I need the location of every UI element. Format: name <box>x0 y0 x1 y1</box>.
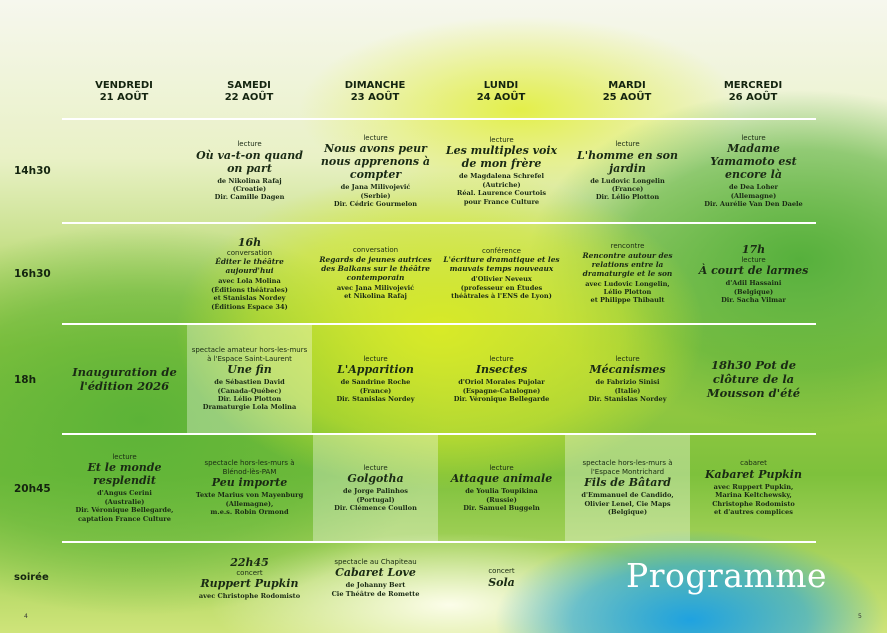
event-title: Et le monde resplendit <box>87 461 162 488</box>
event-title: Nous avons peur nous apprenons à compter <box>320 142 431 182</box>
event-credit: Dir. Véronique Bellegarde, <box>75 506 174 515</box>
event-cell <box>691 435 816 541</box>
event-cell <box>313 543 438 613</box>
event-category: spectacle hors-les-murs à Blénod-lès-PAM <box>204 459 295 476</box>
event-category: lecture <box>363 354 388 363</box>
event-credit: (Éditions théâtrales) <box>211 285 288 294</box>
event-title: Attaque animale <box>450 472 553 486</box>
event-credit: Dir. Lélio Plotton <box>217 395 282 403</box>
event-credit: Cie Théâtre de Romette <box>331 589 420 598</box>
event-credit: avec Ludovic Longelin, <box>585 279 670 288</box>
event-category: cabaret <box>740 459 767 468</box>
event-category: concert <box>236 568 263 577</box>
event-subject: Regards de jeunes autrices des Balkans sur le théâtre contemporain <box>319 254 432 282</box>
event-credit: et Nikolina Rafaj <box>344 292 407 301</box>
event-cell <box>691 120 816 222</box>
day-date: 22 AOÛT <box>224 92 274 103</box>
event-credit: Dir. Véronique Bellegarde <box>453 394 550 403</box>
event-credit: (Croatie) <box>232 185 267 194</box>
event-credit: Dramaturgie Lola Molina <box>202 403 297 412</box>
day-date: 26 AOÛT <box>728 92 778 103</box>
event-credit: de Jorge Palinhos <box>343 487 408 496</box>
event-category: spectacle au Chapiteau <box>334 557 417 566</box>
event-highlight: 18h30 Pot de clôture de la Mousson d'été <box>706 358 801 400</box>
event-credit: Texte Marius von Mayenburg <box>195 491 304 500</box>
event-credit: d'Olivier Neveux <box>471 275 532 284</box>
event-cell <box>439 224 564 323</box>
event-credit: et d'autres complices <box>714 508 793 517</box>
event-credit: (France) <box>359 386 392 395</box>
time-label: 14h30 <box>14 165 51 177</box>
event-credit: de Dea Loher <box>728 183 779 192</box>
event-title: Fils de Bâtard <box>584 476 671 490</box>
event-title: Ruppert Pupkin <box>200 577 299 591</box>
time-label: soirée <box>14 572 49 583</box>
event-title: Une fin <box>227 363 272 377</box>
event-subject: Rencontre autour des relations entre la dramaturgie et le son <box>582 250 673 278</box>
event-category: conversation <box>226 248 273 257</box>
event-cell <box>439 325 564 433</box>
event-title: Mécanismes <box>589 363 666 377</box>
event-subject: Éditer le théâtre aujourd'hui <box>215 257 284 276</box>
programme-title: Programme <box>626 556 828 595</box>
event-hour: 17h <box>741 242 766 256</box>
event-subject: L'écriture dramatique et les mauvais temps nouveaux <box>443 255 560 274</box>
event-credit: avec Jana Milivojević <box>336 283 415 292</box>
event-cell <box>565 325 690 433</box>
event-category: spectacle amateur hors-les-murs à l'Espace Saint-Laurent <box>191 346 308 363</box>
page-number-right: 5 <box>858 613 862 620</box>
event-credit: (Allemagne), <box>225 499 274 508</box>
event-cell <box>187 543 312 613</box>
time-label: 20h45 <box>14 483 51 495</box>
event-credit: (Canada-Québec) <box>217 386 282 395</box>
event-cell <box>187 224 312 323</box>
event-highlight: Inauguration de l'édition 2026 <box>72 365 177 393</box>
event-category: lecture <box>489 354 514 363</box>
event-credit: Dir. Clémence Coullon <box>334 503 417 512</box>
day-header-monday <box>439 80 563 104</box>
event-cell <box>439 435 564 541</box>
event-category: lecture <box>741 133 766 142</box>
event-credit: de Johanny Bert <box>345 581 406 590</box>
day-header-tuesday <box>565 80 689 104</box>
event-cell <box>439 543 564 613</box>
event-credit: Dir. Lélio Plotton <box>595 193 660 202</box>
event-category: lecture <box>363 463 388 472</box>
event-cell <box>313 325 438 433</box>
event-cell <box>62 325 187 433</box>
event-credit: d'Angus Cerini <box>97 489 152 498</box>
event-category: conférence <box>482 246 521 255</box>
event-title: L'Apparition <box>337 363 414 377</box>
event-credit: Dir. Cédric Gourmelon <box>333 199 418 208</box>
day-name: LUNDI <box>483 80 519 91</box>
event-credit: (Portugal) <box>356 495 395 504</box>
event-credit: (Belgique) <box>607 508 648 517</box>
event-credit: (Belgique) <box>733 287 774 296</box>
day-date: 25 AOÛT <box>602 92 652 103</box>
day-header-wednesday <box>691 80 815 104</box>
event-credit: pour France Culture <box>463 197 540 206</box>
event-credit: (Australie) <box>104 497 145 506</box>
event-credit: Dir. Aurélie Van Den Daele <box>704 199 803 208</box>
event-cell <box>691 325 816 433</box>
day-name: SAMEDI <box>227 80 271 91</box>
event-title: L'homme en son jardin <box>577 148 678 175</box>
event-title: Peu importe <box>211 476 288 490</box>
event-category: concert <box>488 567 515 576</box>
page-number-left: 4 <box>24 613 28 620</box>
event-title: Les multiples voix de mon frère <box>445 144 558 171</box>
event-category: lecture <box>112 452 137 461</box>
event-credit: d'Emmanuel de Candido, <box>581 491 674 500</box>
event-credit: Dir. Sacha Vilmar <box>721 295 786 304</box>
event-category: spectacle hors-les-murs à l'Espace Montrichard <box>582 459 673 476</box>
event-credit: Dir. Stanislas Nordey <box>588 394 667 403</box>
day-date: 24 AOÛT <box>476 92 526 103</box>
event-cell <box>62 435 187 541</box>
event-cell <box>187 120 312 222</box>
event-cell <box>565 120 690 222</box>
event-category: lecture <box>615 354 640 363</box>
event-credit: (Espagne-Catalogne) <box>462 386 541 395</box>
event-credit: de Sandrine Roche <box>340 378 411 387</box>
event-credit: Dir. Camille Dagen <box>214 193 285 202</box>
event-credit: (Serbie) <box>360 191 391 200</box>
event-credit: de Fabrizio Sinisi <box>595 378 660 387</box>
event-title: Madame Yamamoto est encore là <box>710 142 797 182</box>
event-category: lecture <box>489 463 514 472</box>
event-credit: de Nikolina Rafaj <box>217 176 282 185</box>
event-cell <box>313 224 438 323</box>
event-credit: Dir. Samuel Buggeln <box>463 503 540 512</box>
event-category: lecture <box>489 135 514 144</box>
time-label: 18h <box>14 374 37 386</box>
event-cell <box>187 435 312 541</box>
event-credit: d'Adil Hassaini <box>725 279 782 288</box>
event-category: lecture <box>363 133 388 142</box>
event-title: Sola <box>488 575 515 589</box>
event-title: Golgotha <box>347 472 404 486</box>
event-title: À court de larmes <box>698 264 809 278</box>
event-credit: (Éditions Espace 34) <box>211 302 288 311</box>
event-credit: (Russie) <box>486 495 517 504</box>
day-name: MARDI <box>608 80 646 91</box>
event-credit: captation France Culture <box>78 514 171 523</box>
event-credit: (professeur en Études <box>460 283 543 292</box>
event-credit: (Italie) <box>614 386 641 395</box>
day-header-friday <box>62 80 186 104</box>
event-credit: de Magdalena Schrefel <box>458 172 544 181</box>
day-header-saturday <box>187 80 311 104</box>
event-cell <box>187 325 312 433</box>
event-cell <box>313 120 438 222</box>
event-category: rencontre <box>610 242 645 251</box>
event-hour: 22h45 <box>230 555 269 569</box>
event-category: lecture <box>615 140 640 149</box>
event-title: Kabaret Pupkin <box>705 467 802 481</box>
event-credit: de Jana Milivojević <box>340 183 411 192</box>
event-credit: Olivier Lenel, Cie Maps <box>584 499 671 508</box>
event-credit: et Philippe Thibault <box>590 296 665 305</box>
event-cell <box>565 224 690 323</box>
event-credit: avec Lola Molina <box>218 277 281 286</box>
event-credit: Marina Keltchewsky, <box>715 491 792 500</box>
event-credit: d'Oriol Morales Pujolar <box>458 378 545 387</box>
event-cell <box>313 435 438 541</box>
day-date: 21 AOÛT <box>99 92 149 103</box>
event-hour: 16h <box>237 235 262 249</box>
event-title: Où va-t-on quand on part <box>196 148 303 175</box>
event-credit: Réal. Laurence Courtois <box>456 189 547 198</box>
day-date: 23 AOÛT <box>350 92 400 103</box>
event-credit: de Sébastien David <box>214 378 285 387</box>
event-credit: avec Ruppert Pupkin, <box>713 482 794 491</box>
event-credit: (Autriche) <box>482 180 521 189</box>
event-category: lecture <box>237 140 262 149</box>
day-name: DIMANCHE <box>344 80 406 91</box>
event-cell <box>565 435 690 541</box>
event-category: conversation <box>352 246 399 255</box>
time-label: 16h30 <box>14 268 51 280</box>
event-credit: et Stanislas Nordey <box>213 294 286 303</box>
event-credit: avec Christophe Rodomisto <box>198 592 301 601</box>
event-cell <box>439 120 564 222</box>
event-credit: m.e.s. Robin Ormond <box>210 508 289 517</box>
event-credit: Christophe Rodomisto <box>712 499 795 508</box>
event-credit: théâtrales à l'ENS de Lyon) <box>451 291 552 300</box>
event-category: lecture <box>741 255 766 264</box>
event-credit: (Allemagne) <box>730 191 777 200</box>
event-credit: de Ludovic Longelin <box>590 176 665 185</box>
event-credit: Lélio Plotton <box>603 288 652 297</box>
event-credit: de Youlia Toupikina <box>465 487 538 496</box>
day-header-sunday <box>313 80 437 104</box>
event-cell <box>691 224 816 323</box>
event-credit: (France) <box>611 185 644 194</box>
event-title: Insectes <box>475 363 528 377</box>
day-name: MERCREDI <box>723 80 783 91</box>
day-name: VENDREDI <box>95 80 153 91</box>
event-credit: Dir. Stanislas Nordey <box>336 394 415 403</box>
event-title: Cabaret Love <box>335 566 416 580</box>
